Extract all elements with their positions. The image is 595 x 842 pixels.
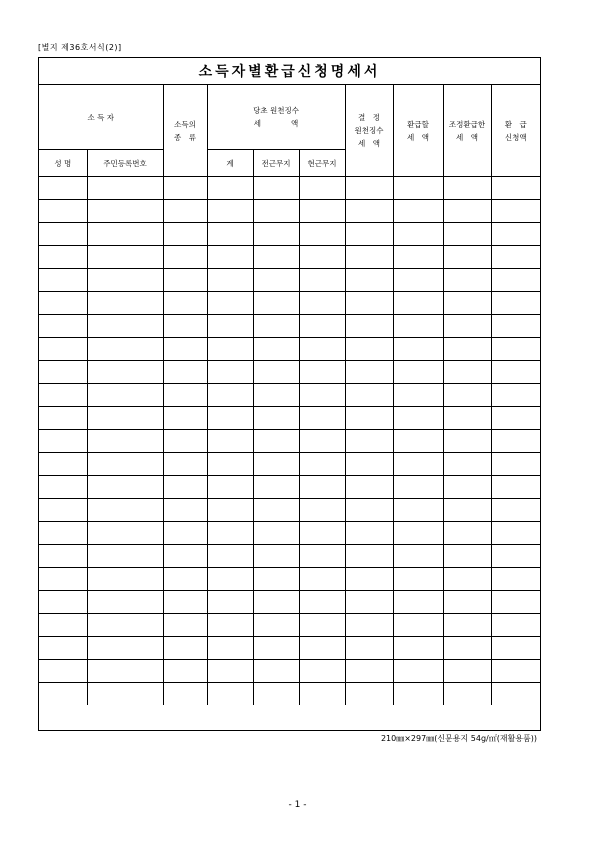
refundable-tax-cell[interactable] xyxy=(393,315,443,338)
resident-number-cell[interactable] xyxy=(87,637,163,660)
resident-number-cell[interactable] xyxy=(87,384,163,407)
determined-withholding-cell[interactable] xyxy=(345,476,393,499)
name-cell[interactable] xyxy=(39,177,87,200)
determined-withholding-cell[interactable] xyxy=(345,223,393,246)
previous-work-cell[interactable] xyxy=(253,223,299,246)
refund-requested-cell[interactable] xyxy=(491,246,540,269)
name-cell[interactable] xyxy=(39,545,87,568)
current-work-cell[interactable] xyxy=(299,637,345,660)
determined-withholding-cell[interactable] xyxy=(345,177,393,200)
total-cell[interactable] xyxy=(207,361,253,384)
previous-work-cell[interactable] xyxy=(253,200,299,223)
name-cell[interactable] xyxy=(39,499,87,522)
income-type-cell[interactable] xyxy=(163,292,207,315)
total-cell[interactable] xyxy=(207,660,253,683)
name-cell[interactable] xyxy=(39,384,87,407)
refund-requested-cell[interactable] xyxy=(491,568,540,591)
header-refund-requested: 환 급 신청액 xyxy=(491,85,540,177)
resident-number-cell[interactable] xyxy=(87,246,163,269)
table-row xyxy=(39,683,540,706)
refund-requested-cell[interactable] xyxy=(491,453,540,476)
adjusted-refund-cell[interactable] xyxy=(443,545,491,568)
table-row xyxy=(39,361,540,384)
name-cell[interactable] xyxy=(39,591,87,614)
income-type-cell[interactable] xyxy=(163,660,207,683)
income-type-cell[interactable] xyxy=(163,177,207,200)
income-type-cell[interactable] xyxy=(163,568,207,591)
table-row xyxy=(39,269,540,292)
refundable-tax-cell[interactable] xyxy=(393,683,443,706)
total-cell[interactable] xyxy=(207,683,253,706)
table-row xyxy=(39,476,540,499)
table-row xyxy=(39,453,540,476)
income-type-cell[interactable] xyxy=(163,384,207,407)
total-cell[interactable] xyxy=(207,453,253,476)
resident-number-cell[interactable] xyxy=(87,200,163,223)
current-work-cell[interactable] xyxy=(299,223,345,246)
determined-withholding-cell[interactable] xyxy=(345,315,393,338)
determined-withholding-cell[interactable] xyxy=(345,660,393,683)
name-cell[interactable] xyxy=(39,407,87,430)
table-row xyxy=(39,430,540,453)
determined-withholding-cell[interactable] xyxy=(345,591,393,614)
adjusted-refund-cell[interactable] xyxy=(443,568,491,591)
income-type-cell[interactable] xyxy=(163,361,207,384)
total-cell[interactable] xyxy=(207,246,253,269)
header-income-type: 소득의 종 류 xyxy=(163,85,207,177)
previous-work-cell[interactable] xyxy=(253,269,299,292)
name-cell[interactable] xyxy=(39,315,87,338)
current-work-cell[interactable] xyxy=(299,315,345,338)
previous-work-cell[interactable] xyxy=(253,246,299,269)
form-title: 소득자별환급신청명세서 xyxy=(198,64,381,80)
resident-number-cell[interactable] xyxy=(87,568,163,591)
adjusted-refund-cell[interactable] xyxy=(443,269,491,292)
refund-requested-cell[interactable] xyxy=(491,177,540,200)
current-work-cell[interactable] xyxy=(299,200,345,223)
resident-number-cell[interactable] xyxy=(87,614,163,637)
refund-requested-cell[interactable] xyxy=(491,545,540,568)
refundable-tax-cell[interactable] xyxy=(393,246,443,269)
current-work-cell[interactable] xyxy=(299,292,345,315)
adjusted-refund-cell[interactable] xyxy=(443,660,491,683)
refundable-tax-cell[interactable] xyxy=(393,637,443,660)
current-work-cell[interactable] xyxy=(299,338,345,361)
total-cell[interactable] xyxy=(207,614,253,637)
table-row xyxy=(39,545,540,568)
current-work-cell[interactable] xyxy=(299,269,345,292)
previous-work-cell[interactable] xyxy=(253,361,299,384)
resident-number-cell[interactable] xyxy=(87,292,163,315)
refundable-tax-cell[interactable] xyxy=(393,292,443,315)
refund-requested-cell[interactable] xyxy=(491,522,540,545)
table-row xyxy=(39,407,540,430)
resident-number-cell[interactable] xyxy=(87,522,163,545)
previous-work-cell[interactable] xyxy=(253,177,299,200)
refundable-tax-cell[interactable] xyxy=(393,407,443,430)
income-type-cell[interactable] xyxy=(163,315,207,338)
income-type-cell[interactable] xyxy=(163,223,207,246)
table-row xyxy=(39,223,540,246)
total-cell[interactable] xyxy=(207,522,253,545)
name-cell[interactable] xyxy=(39,568,87,591)
refund-requested-cell[interactable] xyxy=(491,269,540,292)
table-row xyxy=(39,177,540,200)
header-previous-work: 전근무지 xyxy=(253,150,299,177)
current-work-cell[interactable] xyxy=(299,591,345,614)
refundable-tax-cell[interactable] xyxy=(393,200,443,223)
refund-requested-cell[interactable] xyxy=(491,430,540,453)
adjusted-refund-cell[interactable] xyxy=(443,384,491,407)
header-current-work: 현근무지 xyxy=(299,150,345,177)
adjusted-refund-cell[interactable] xyxy=(443,476,491,499)
refundable-tax-cell[interactable] xyxy=(393,499,443,522)
adjusted-refund-cell[interactable] xyxy=(443,246,491,269)
determined-withholding-cell[interactable] xyxy=(345,683,393,706)
total-cell[interactable] xyxy=(207,430,253,453)
previous-work-cell[interactable] xyxy=(253,591,299,614)
income-type-cell[interactable] xyxy=(163,637,207,660)
determined-withholding-cell[interactable] xyxy=(345,338,393,361)
refund-detail-table xyxy=(39,85,540,705)
total-cell[interactable] xyxy=(207,568,253,591)
refund-request-form xyxy=(38,57,541,731)
name-cell[interactable] xyxy=(39,269,87,292)
refundable-tax-cell[interactable] xyxy=(393,591,443,614)
determined-withholding-cell[interactable] xyxy=(345,430,393,453)
resident-number-cell[interactable] xyxy=(87,453,163,476)
table-row xyxy=(39,246,540,269)
total-cell[interactable] xyxy=(207,407,253,430)
refund-requested-cell[interactable] xyxy=(491,637,540,660)
refund-requested-cell[interactable] xyxy=(491,591,540,614)
resident-number-cell[interactable] xyxy=(87,315,163,338)
title-bar xyxy=(39,58,540,85)
refundable-tax-cell[interactable] xyxy=(393,430,443,453)
current-work-cell[interactable] xyxy=(299,545,345,568)
adjusted-refund-cell[interactable] xyxy=(443,614,491,637)
previous-work-cell[interactable] xyxy=(253,315,299,338)
income-type-cell[interactable] xyxy=(163,453,207,476)
name-cell[interactable] xyxy=(39,430,87,453)
table-row xyxy=(39,292,540,315)
resident-number-cell[interactable] xyxy=(87,407,163,430)
form-number-label: [별지 제36호서식(2)] xyxy=(38,43,122,52)
name-cell[interactable] xyxy=(39,476,87,499)
refundable-tax-cell[interactable] xyxy=(393,545,443,568)
name-cell[interactable] xyxy=(39,292,87,315)
determined-withholding-cell[interactable] xyxy=(345,522,393,545)
adjusted-refund-cell[interactable] xyxy=(443,683,491,706)
previous-work-cell[interactable] xyxy=(253,384,299,407)
refundable-tax-cell[interactable] xyxy=(393,361,443,384)
income-type-cell[interactable] xyxy=(163,200,207,223)
current-work-cell[interactable] xyxy=(299,683,345,706)
refundable-tax-cell[interactable] xyxy=(393,568,443,591)
income-type-cell[interactable] xyxy=(163,430,207,453)
income-type-cell[interactable] xyxy=(163,246,207,269)
determined-withholding-cell[interactable] xyxy=(345,568,393,591)
adjusted-refund-cell[interactable] xyxy=(443,637,491,660)
total-cell[interactable] xyxy=(207,223,253,246)
name-cell[interactable] xyxy=(39,361,87,384)
header-original-withholding: 당초 원천징수 세 액 xyxy=(207,85,345,150)
total-cell[interactable] xyxy=(207,476,253,499)
header-adjusted-refund-tax: 조정환급한 세 액 xyxy=(443,85,491,177)
resident-number-cell[interactable] xyxy=(87,430,163,453)
resident-number-cell[interactable] xyxy=(87,660,163,683)
refund-requested-cell[interactable] xyxy=(491,223,540,246)
refund-requested-cell[interactable] xyxy=(491,315,540,338)
total-cell[interactable] xyxy=(207,177,253,200)
current-work-cell[interactable] xyxy=(299,476,345,499)
name-cell[interactable] xyxy=(39,246,87,269)
table-row xyxy=(39,384,540,407)
adjusted-refund-cell[interactable] xyxy=(443,591,491,614)
refundable-tax-cell[interactable] xyxy=(393,660,443,683)
determined-withholding-cell[interactable] xyxy=(345,614,393,637)
adjusted-refund-cell[interactable] xyxy=(443,177,491,200)
adjusted-refund-cell[interactable] xyxy=(443,200,491,223)
current-work-cell[interactable] xyxy=(299,407,345,430)
previous-work-cell[interactable] xyxy=(253,683,299,706)
previous-work-cell[interactable] xyxy=(253,338,299,361)
name-cell[interactable] xyxy=(39,614,87,637)
resident-number-cell[interactable] xyxy=(87,223,163,246)
header-name: 성 명 xyxy=(39,150,87,177)
current-work-cell[interactable] xyxy=(299,522,345,545)
table-row xyxy=(39,568,540,591)
income-type-cell[interactable] xyxy=(163,683,207,706)
refundable-tax-cell[interactable] xyxy=(393,338,443,361)
determined-withholding-cell[interactable] xyxy=(345,499,393,522)
income-type-cell[interactable] xyxy=(163,476,207,499)
previous-work-cell[interactable] xyxy=(253,292,299,315)
refund-requested-cell[interactable] xyxy=(491,476,540,499)
adjusted-refund-cell[interactable] xyxy=(443,453,491,476)
refund-requested-cell[interactable] xyxy=(491,499,540,522)
current-work-cell[interactable] xyxy=(299,430,345,453)
table-row xyxy=(39,338,540,361)
resident-number-cell[interactable] xyxy=(87,499,163,522)
resident-number-cell[interactable] xyxy=(87,361,163,384)
previous-work-cell[interactable] xyxy=(253,568,299,591)
table-row xyxy=(39,614,540,637)
income-type-cell[interactable] xyxy=(163,338,207,361)
table-row xyxy=(39,499,540,522)
previous-work-cell[interactable] xyxy=(253,499,299,522)
current-work-cell[interactable] xyxy=(299,568,345,591)
table-row xyxy=(39,591,540,614)
refund-requested-cell[interactable] xyxy=(491,407,540,430)
total-cell[interactable] xyxy=(207,384,253,407)
name-cell[interactable] xyxy=(39,660,87,683)
current-work-cell[interactable] xyxy=(299,177,345,200)
total-cell[interactable] xyxy=(207,545,253,568)
refund-requested-cell[interactable] xyxy=(491,683,540,706)
table-row xyxy=(39,660,540,683)
total-cell[interactable] xyxy=(207,338,253,361)
name-cell[interactable] xyxy=(39,683,87,706)
resident-number-cell[interactable] xyxy=(87,338,163,361)
determined-withholding-cell[interactable] xyxy=(345,246,393,269)
total-cell[interactable] xyxy=(207,637,253,660)
name-cell[interactable] xyxy=(39,637,87,660)
determined-withholding-cell[interactable] xyxy=(345,407,393,430)
table-row xyxy=(39,315,540,338)
name-cell[interactable] xyxy=(39,223,87,246)
name-cell[interactable] xyxy=(39,200,87,223)
adjusted-refund-cell[interactable] xyxy=(443,338,491,361)
refund-requested-cell[interactable] xyxy=(491,660,540,683)
resident-number-cell[interactable] xyxy=(87,591,163,614)
previous-work-cell[interactable] xyxy=(253,430,299,453)
income-type-cell[interactable] xyxy=(163,545,207,568)
total-cell[interactable] xyxy=(207,591,253,614)
total-cell[interactable] xyxy=(207,315,253,338)
determined-withholding-cell[interactable] xyxy=(345,453,393,476)
adjusted-refund-cell[interactable] xyxy=(443,522,491,545)
total-cell[interactable] xyxy=(207,499,253,522)
refundable-tax-cell[interactable] xyxy=(393,269,443,292)
refund-requested-cell[interactable] xyxy=(491,361,540,384)
determined-withholding-cell[interactable] xyxy=(345,384,393,407)
name-cell[interactable] xyxy=(39,338,87,361)
refundable-tax-cell[interactable] xyxy=(393,223,443,246)
refundable-tax-cell[interactable] xyxy=(393,476,443,499)
previous-work-cell[interactable] xyxy=(253,407,299,430)
header-income-earner: 소 득 자 xyxy=(39,85,163,150)
previous-work-cell[interactable] xyxy=(253,614,299,637)
determined-withholding-cell[interactable] xyxy=(345,545,393,568)
refundable-tax-cell[interactable] xyxy=(393,453,443,476)
income-type-cell[interactable] xyxy=(163,614,207,637)
table-row xyxy=(39,200,540,223)
previous-work-cell[interactable] xyxy=(253,476,299,499)
header-determined-withholding: 결 정 원천징수 세 액 xyxy=(345,85,393,177)
current-work-cell[interactable] xyxy=(299,361,345,384)
adjusted-refund-cell[interactable] xyxy=(443,223,491,246)
resident-number-cell[interactable] xyxy=(87,476,163,499)
current-work-cell[interactable] xyxy=(299,614,345,637)
previous-work-cell[interactable] xyxy=(253,522,299,545)
header-resident-number: 주민등록번호 xyxy=(87,150,163,177)
resident-number-cell[interactable] xyxy=(87,545,163,568)
previous-work-cell[interactable] xyxy=(253,453,299,476)
determined-withholding-cell[interactable] xyxy=(345,269,393,292)
previous-work-cell[interactable] xyxy=(253,545,299,568)
adjusted-refund-cell[interactable] xyxy=(443,315,491,338)
income-type-cell[interactable] xyxy=(163,407,207,430)
refundable-tax-cell[interactable] xyxy=(393,384,443,407)
refund-requested-cell[interactable] xyxy=(491,384,540,407)
paper-size-note: 210㎜×297㎜(신문용지 54g/㎡(재활용품)) xyxy=(380,734,537,743)
total-cell[interactable] xyxy=(207,200,253,223)
adjusted-refund-cell[interactable] xyxy=(443,499,491,522)
total-cell[interactable] xyxy=(207,292,253,315)
refund-requested-cell[interactable] xyxy=(491,338,540,361)
current-work-cell[interactable] xyxy=(299,499,345,522)
income-type-cell[interactable] xyxy=(163,591,207,614)
resident-number-cell[interactable] xyxy=(87,683,163,706)
table-row xyxy=(39,637,540,660)
income-type-cell[interactable] xyxy=(163,522,207,545)
current-work-cell[interactable] xyxy=(299,453,345,476)
name-cell[interactable] xyxy=(39,522,87,545)
adjusted-refund-cell[interactable] xyxy=(443,430,491,453)
total-cell[interactable] xyxy=(207,269,253,292)
current-work-cell[interactable] xyxy=(299,660,345,683)
adjusted-refund-cell[interactable] xyxy=(443,292,491,315)
refundable-tax-cell[interactable] xyxy=(393,522,443,545)
adjusted-refund-cell[interactable] xyxy=(443,361,491,384)
table-row xyxy=(39,522,540,545)
current-work-cell[interactable] xyxy=(299,384,345,407)
table-body xyxy=(39,177,540,706)
refundable-tax-cell[interactable] xyxy=(393,177,443,200)
income-type-cell[interactable] xyxy=(163,269,207,292)
page-number: - 1 - xyxy=(288,800,307,810)
determined-withholding-cell[interactable] xyxy=(345,292,393,315)
header-total: 계 xyxy=(207,150,253,177)
current-work-cell[interactable] xyxy=(299,246,345,269)
determined-withholding-cell[interactable] xyxy=(345,200,393,223)
determined-withholding-cell[interactable] xyxy=(345,361,393,384)
header-refundable-tax: 환급할 세 액 xyxy=(393,85,443,177)
resident-number-cell[interactable] xyxy=(87,177,163,200)
previous-work-cell[interactable] xyxy=(253,660,299,683)
adjusted-refund-cell[interactable] xyxy=(443,407,491,430)
determined-withholding-cell[interactable] xyxy=(345,637,393,660)
refund-requested-cell[interactable] xyxy=(491,614,540,637)
refund-requested-cell[interactable] xyxy=(491,200,540,223)
refund-requested-cell[interactable] xyxy=(491,292,540,315)
refundable-tax-cell[interactable] xyxy=(393,614,443,637)
income-type-cell[interactable] xyxy=(163,499,207,522)
resident-number-cell[interactable] xyxy=(87,269,163,292)
name-cell[interactable] xyxy=(39,453,87,476)
previous-work-cell[interactable] xyxy=(253,637,299,660)
